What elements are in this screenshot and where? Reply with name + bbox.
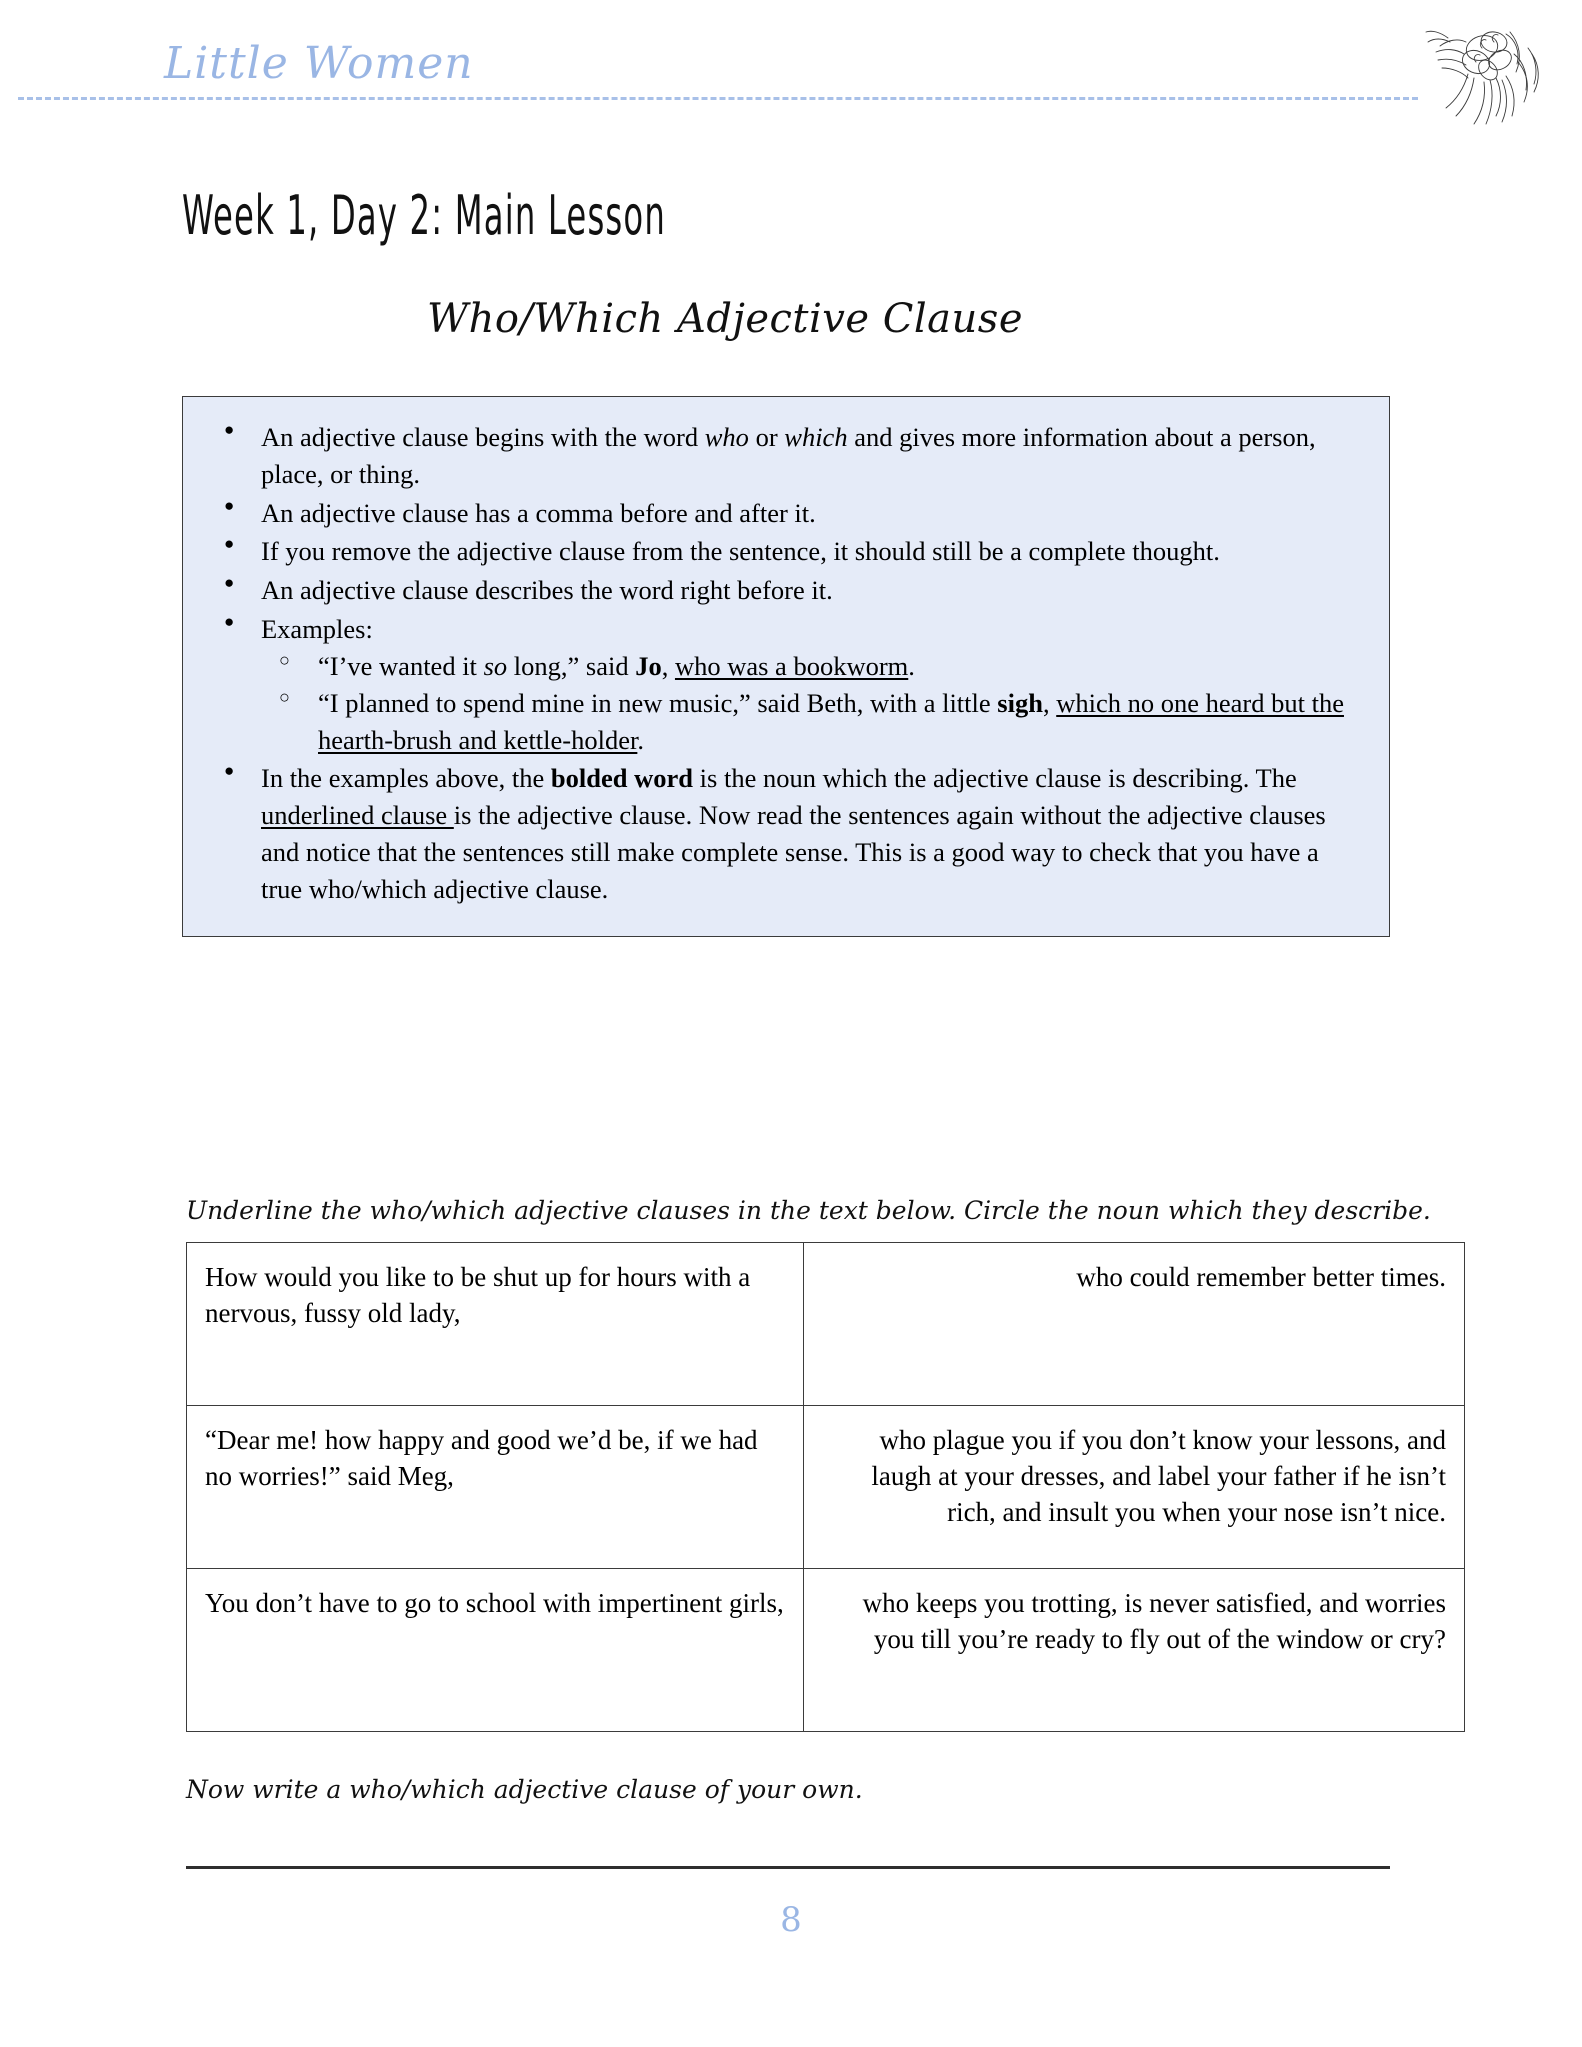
- lesson-info-box: [182, 396, 1390, 937]
- bold-noun-jo: Jo: [635, 650, 662, 681]
- rule-item-summary: [209, 760, 1363, 907]
- sentence-stem-cell[interactable]: “Dear me! how happy and good we’d be, if we had no worries!” said Meg,: [187, 1406, 804, 1569]
- italic-so: so: [483, 650, 508, 681]
- example-text-part: .: [908, 650, 915, 681]
- bold-noun-sigh: sigh: [997, 687, 1043, 718]
- rule-text: An adjective clause describes the word right before it.: [261, 575, 833, 606]
- lesson-subtitle: Who/Which Adjective Clause: [426, 296, 1023, 342]
- example-text-part: .: [637, 724, 644, 755]
- rule-text-part: An adjective clause begins with the word: [261, 422, 705, 452]
- example-text-part: “I’ve wanted it: [318, 650, 484, 681]
- example-text-part: “I planned to spend mine in new music,” said Beth, with a little: [318, 687, 998, 718]
- page-number: 8: [780, 1900, 802, 1940]
- practice-instruction: Underline the who/which adjective clauses in the text below. Circle the noun which they describe.: [186, 1196, 1431, 1225]
- examples-list: [261, 648, 1363, 758]
- example-item-beth: [261, 685, 1363, 759]
- summary-text-part: is the noun which the adjective clause is describing. The: [693, 763, 1297, 794]
- underlined-clause: who was a bookworm: [674, 650, 909, 681]
- rule-text-part: or: [748, 422, 785, 452]
- clause-cell[interactable]: who keeps you trotting, is never satisfied, and worries you till you’re ready to fly out of the window or cry?: [804, 1569, 1465, 1732]
- rule-text: If you remove the adjective clause from the sentence, it should still be a complete thought.: [261, 536, 1220, 567]
- sentence-stem-cell[interactable]: You don’t have to go to school with impertinent girls,: [187, 1569, 804, 1732]
- page-header: [0, 0, 1582, 150]
- rule-item-examples: [209, 611, 1363, 758]
- rule-item-describes: [209, 572, 1363, 609]
- sentence-stem-cell[interactable]: How would you like to be shut up for hours with a nervous, fussy old lady,: [187, 1243, 804, 1406]
- rule-text-part: and gives more information about a person, place, or thing.: [261, 422, 1316, 489]
- example-text-part: ,: [661, 650, 675, 681]
- table-row: [187, 1243, 1465, 1406]
- rule-item-removable: [209, 533, 1363, 570]
- table-row: [187, 1406, 1465, 1569]
- table-row: [187, 1569, 1465, 1732]
- example-item-jo: [261, 648, 1363, 685]
- clause-cell[interactable]: who could remember better times.: [804, 1243, 1465, 1406]
- floral-sprig-icon: [1378, 18, 1558, 140]
- keyword-who: who: [704, 422, 749, 452]
- rule-item-commas: [209, 495, 1363, 532]
- page-title: Week 1, Day 2: Main Lesson: [182, 183, 666, 247]
- rule-item-definition: [209, 419, 1363, 493]
- lesson-rules-list: [209, 419, 1363, 908]
- book-title: Little Women: [150, 42, 488, 86]
- underlined-clause-phrase: underlined clause: [261, 800, 454, 831]
- keyword-which: which: [784, 422, 848, 452]
- summary-text-part: is the adjective clause. Now read the sentences again without the adjective clauses and notice that the sentences still make complete sense. This is a good way to check that you have a true who/which adjective clause.: [261, 800, 1326, 904]
- header-dashed-rule: [18, 97, 1418, 100]
- write-own-instruction: Now write a who/which adjective clause of your own.: [186, 1775, 863, 1804]
- clause-cell[interactable]: who plague you if you don’t know your lessons, and laugh at your dresses, and label your father if he isn’t rich, and insult you when your nose isn’t nice.: [804, 1406, 1465, 1569]
- rule-text: An adjective clause has a comma before and after it.: [261, 497, 816, 528]
- answer-write-line[interactable]: [186, 1866, 1390, 1869]
- examples-label: Examples:: [261, 614, 373, 645]
- bolded-word-phrase: bolded word: [550, 763, 694, 794]
- practice-table: [186, 1242, 1465, 1732]
- underlined-clause: which no one heard but the hearth-brush and kettle-holder: [318, 687, 1344, 755]
- example-text-part: ,: [1042, 687, 1057, 718]
- example-text-part: long,” said: [507, 650, 636, 681]
- summary-text-part: In the examples above, the: [261, 763, 551, 794]
